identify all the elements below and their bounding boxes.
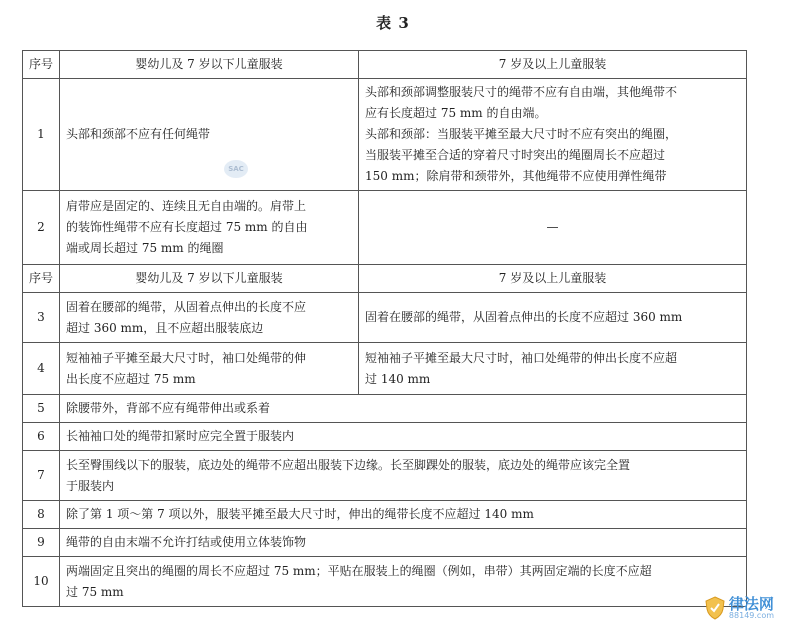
table-row-10	[23, 557, 747, 607]
merged-cell	[60, 451, 747, 501]
table-row-1	[23, 79, 747, 191]
cell-line: 短袖袖子平摊至最大尺寸时，袖口处绳带的伸出长度不应超	[365, 350, 678, 365]
table-row-7	[23, 451, 747, 501]
table-row-8	[23, 501, 747, 529]
merged-cell: 绳带的自由末端不允许打结或使用立体装饰物	[60, 529, 747, 557]
cell-line: 固着在腰部的绳带，从固着点伸出的长度不应	[66, 299, 307, 314]
table-row-6	[23, 423, 747, 451]
cell-line: 150 mm；除肩带和颈带外，其他绳带不应使用弹性绳带	[365, 169, 667, 183]
merged-cell: 除了第 1 项～第 7 项以外，服装平摊至最大尺寸时，伸出的绳带长度不应超过 140 mm	[60, 501, 747, 529]
infant-cell	[60, 343, 359, 395]
older-cell	[359, 343, 747, 395]
header-infant: 婴幼儿及 7 岁以下儿童服装	[60, 265, 359, 293]
older-cell: 固着在腰部的绳带，从固着点伸出的长度不应超过 360 mm	[359, 293, 747, 343]
cell-line: 超过 360 mm，且不应超出服装底边	[66, 320, 264, 335]
row-number: 5	[23, 395, 60, 423]
header-infant: 婴幼儿及 7 岁以下儿童服装	[60, 51, 359, 79]
sac-watermark-logo: SAC	[224, 160, 248, 178]
row-number: 1	[23, 79, 60, 191]
cell-line: 肩带应是固定的、连续且无自由端的。肩带上	[66, 199, 307, 213]
merged-cell: 除腰带外，背部不应有绳带伸出或系着	[60, 395, 747, 423]
cell-line: 过 75 mm	[66, 584, 124, 599]
header-no: 序号	[23, 265, 60, 293]
row-number: 9	[23, 529, 60, 557]
cell-line: 过 140 mm	[365, 371, 431, 386]
older-cell: —	[359, 191, 747, 265]
shield-icon	[705, 596, 725, 620]
header-older: 7 岁及以上儿童服装	[359, 265, 747, 293]
row-number: 4	[23, 343, 60, 395]
cell-line: 两端固定且突出的绳圈的周长不应超过 75 mm；平贴在服装上的绳圈（例如，串带）其两固定端的长度不应超	[66, 563, 652, 578]
infant-cell	[60, 191, 359, 265]
table-caption: 表 3	[376, 14, 410, 32]
cell-line: 长至臀围线以下的服装，底边处的绳带不应超出服装下边缘。长至脚踝处的服装，底边处的绳带应该完全置	[66, 457, 631, 472]
header-row	[23, 51, 747, 79]
cell-line: 当服装平摊至合适的穿着尺寸时突出的绳圈周长不应超过	[365, 148, 666, 162]
table-row-5	[23, 395, 747, 423]
merged-cell	[60, 557, 747, 607]
requirements-table	[22, 50, 747, 607]
cell-line: 端或周长超过 75 mm 的绳圈	[66, 241, 224, 255]
infant-cell	[60, 293, 359, 343]
cell-line: 的装饰性绳带不应有长度超过 75 mm 的自由	[66, 220, 308, 234]
cell-line: 于服装内	[66, 478, 115, 493]
site-watermark-name: 律法网	[728, 594, 774, 613]
site-watermark-url: 88149.com	[728, 610, 774, 620]
cell-line: 头部和颈部调整服装尺寸的绳带不应有自由端，其他绳带不	[365, 85, 678, 99]
infant-cell: 头部和颈部不应有任何绳带	[60, 79, 359, 191]
row-number: 8	[23, 501, 60, 529]
cell-line: 短袖袖子平摊至最大尺寸时，袖口处绳带的伸	[66, 350, 307, 365]
merged-cell: 长袖袖口处的绳带扣紧时应完全置于服装内	[60, 423, 747, 451]
row-number: 3	[23, 293, 60, 343]
cell-line: 出长度不应超过 75 mm	[66, 371, 196, 386]
cell-line: 应有长度超过 75 mm 的自由端。	[365, 106, 547, 120]
row-number: 10	[23, 557, 60, 607]
row-number: 2	[23, 191, 60, 265]
table-row-3	[23, 293, 747, 343]
row-number: 6	[23, 423, 60, 451]
table-row-4	[23, 343, 747, 395]
table-row-9	[23, 529, 747, 557]
header-row-repeat	[23, 265, 747, 293]
site-watermark	[705, 595, 774, 621]
table-row-2	[23, 191, 747, 265]
older-cell	[359, 79, 747, 191]
header-no: 序号	[23, 51, 60, 79]
row-number: 7	[23, 451, 60, 501]
cell-line: 头部和颈部：当服装平摊至最大尺寸时不应有突出的绳圈，	[365, 127, 678, 141]
header-older: 7 岁及以上儿童服装	[359, 51, 747, 79]
